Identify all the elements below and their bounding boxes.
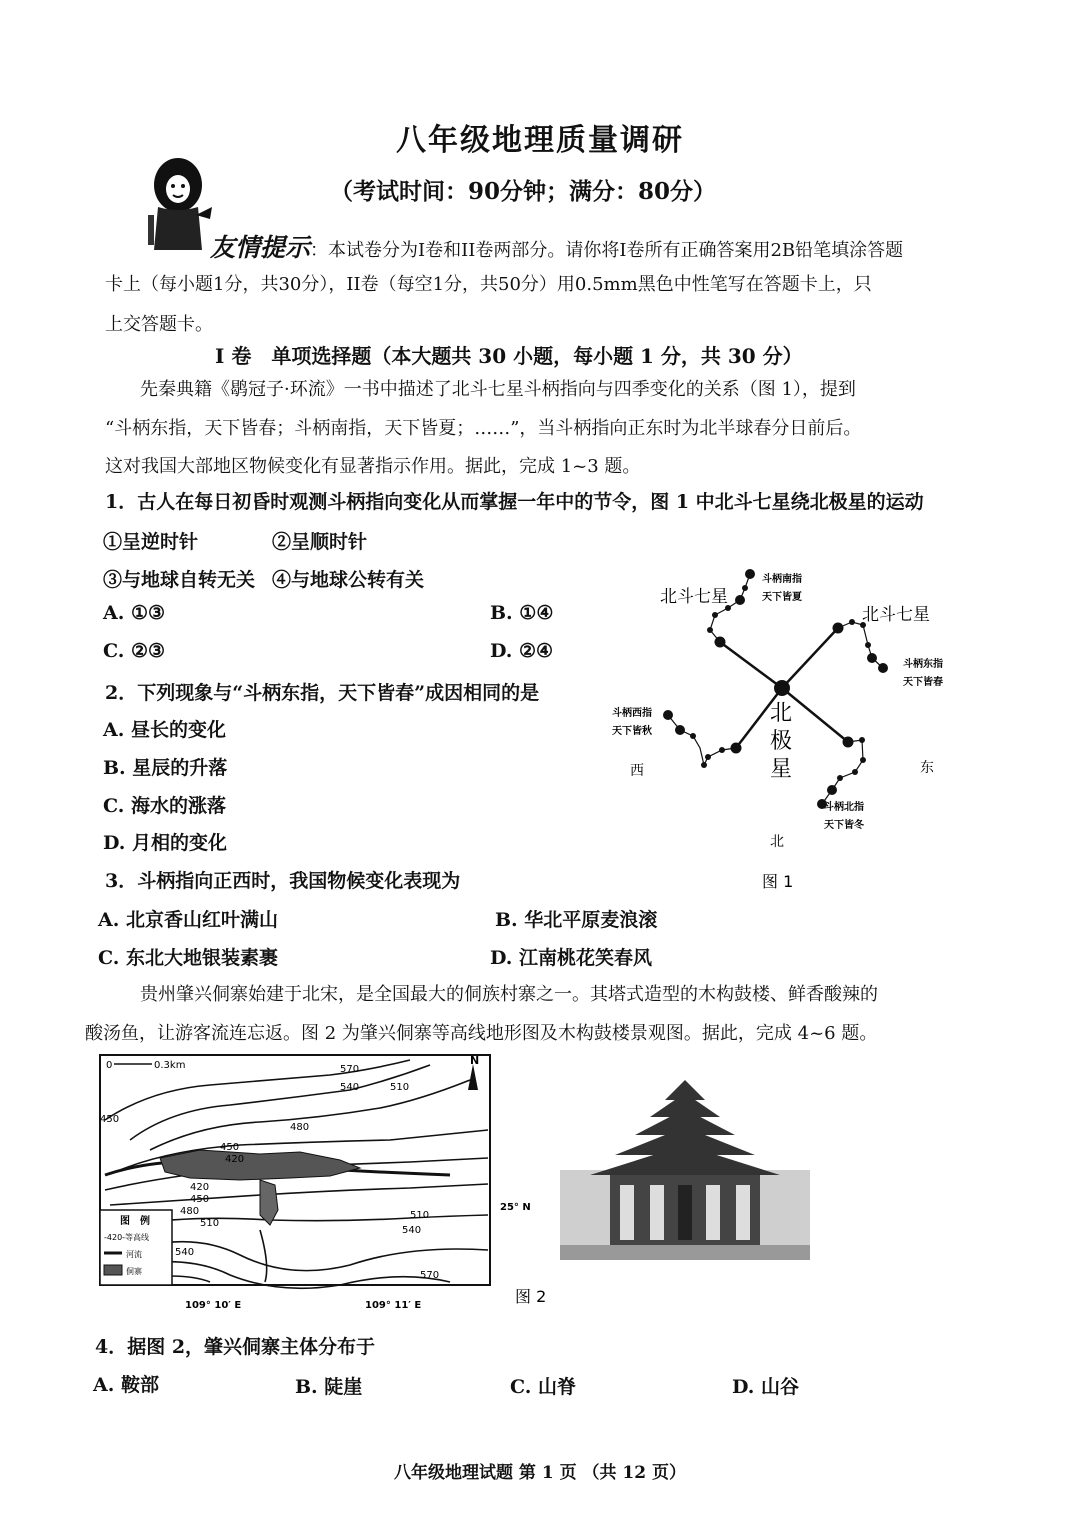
q1-statement-4: ④与地球公转有关 bbox=[272, 569, 425, 591]
q1-statement-1: ①呈逆时针 bbox=[103, 531, 199, 553]
figure-1-caption: 图 1 bbox=[762, 872, 794, 891]
label-polaris-2: 极 bbox=[770, 729, 793, 754]
contour-label-450c: 450 bbox=[190, 1194, 210, 1205]
label-south-2: 天下皆夏 bbox=[762, 592, 802, 603]
label-polaris-3: 星 bbox=[770, 757, 793, 782]
longitude-label-2: 109° 11′ E bbox=[365, 1300, 422, 1311]
q1-statement-2: ②呈顺时针 bbox=[272, 531, 368, 553]
page-footer: 八年级地理试题 第 1 页 （共 12 页） bbox=[394, 1463, 686, 1483]
contour-label-540c: 540 bbox=[402, 1225, 422, 1236]
q3-option-c[interactable]: C. 东北大地银装素裹 bbox=[98, 947, 279, 969]
exam-info: （考试时间：90分钟；满分：80分） bbox=[330, 178, 717, 205]
north-arrow-label: N bbox=[470, 1054, 480, 1067]
q2-option-d[interactable]: D. 月相的变化 bbox=[103, 832, 228, 854]
label-north-2: 天下皆冬 bbox=[824, 820, 864, 831]
label-north-1: 斗柄北指 bbox=[824, 802, 864, 813]
contour-label-510a: 510 bbox=[390, 1082, 410, 1093]
q3-option-d[interactable]: D. 江南桃花笑春风 bbox=[490, 947, 653, 969]
passage2-line-1: 贵州肇兴侗寨始建于北宋，是全国最大的侗族村寨之一。其塔式造型的木构鼓楼、鲜香酸辣的 bbox=[140, 984, 878, 1005]
contour-label-480b: 480 bbox=[180, 1206, 200, 1217]
label-east-1: 斗柄东指 bbox=[903, 659, 943, 670]
longitude-label-1: 109° 10′ E bbox=[185, 1300, 242, 1311]
q2-option-c[interactable]: C. 海水的涨落 bbox=[103, 795, 227, 817]
scale-zero: 0 bbox=[106, 1060, 113, 1071]
contour-label-570a: 570 bbox=[340, 1064, 360, 1075]
q1-option-c[interactable]: C. ②③ bbox=[103, 640, 166, 662]
q3-option-b[interactable]: B. 华北平原麦浪滚 bbox=[495, 909, 658, 931]
figure-2-caption: 图 2 bbox=[515, 1287, 547, 1306]
passage1-line-2: “斗柄东指，天下皆春；斗柄南指，天下皆夏；……”，当斗柄指向正东时为北半球春分日前后。 bbox=[105, 418, 862, 439]
q1-statement-3: ③与地球自转无关 bbox=[103, 569, 256, 591]
legend-contour: -420-等高线 bbox=[104, 1233, 150, 1242]
mascot-illustration bbox=[140, 155, 215, 255]
section-title: I 卷 单项选择题（本大题共 30 小题，每小题 1 分，共 30 分） bbox=[215, 344, 803, 368]
legend-title: 图 例 bbox=[120, 1216, 150, 1227]
contour-label-510c: 510 bbox=[410, 1210, 430, 1221]
contour-label-480a: 480 bbox=[290, 1122, 310, 1133]
figure-2-contour-map bbox=[90, 1050, 550, 1320]
legend-river: 河流 bbox=[126, 1250, 142, 1259]
page-title: 八年级地理质量调研 bbox=[396, 123, 684, 158]
map-legend bbox=[100, 1210, 172, 1285]
q2-option-b[interactable]: B. 星辰的升落 bbox=[103, 757, 228, 779]
passage1-line-1: 先秦典籍《鹖冠子·环流》一书中描述了北斗七星斗柄指向与四季变化的关系（图 1），提到 bbox=[140, 379, 856, 400]
contour-label-420b: 420 bbox=[190, 1182, 210, 1193]
q4-option-b[interactable]: B. 陡崖 bbox=[295, 1376, 363, 1398]
contour-label-420a: 420 bbox=[225, 1154, 245, 1165]
direction-east: 东 bbox=[920, 760, 934, 776]
q4-option-c[interactable]: C. 山脊 bbox=[510, 1376, 577, 1398]
label-west-2: 天下皆秋 bbox=[612, 726, 652, 737]
label-big-dipper-1: 北斗七星 bbox=[660, 587, 728, 607]
legend-village: 侗寨 bbox=[126, 1267, 142, 1276]
q1-option-a[interactable]: A. ①③ bbox=[103, 602, 166, 624]
q1-stem: 1．古人在每日初昏时观测斗柄指向变化从而掌握一年中的节令，图 1 中北斗七星绕北极星的运动 bbox=[105, 491, 924, 513]
tips-line-3: 上交答题卡。 bbox=[105, 314, 213, 335]
tips-heading: 友情提示 bbox=[210, 233, 311, 262]
q4-stem: 4．据图 2，肇兴侗寨主体分布于 bbox=[95, 1336, 376, 1358]
q4-option-a[interactable]: A. 鞍部 bbox=[93, 1374, 159, 1396]
label-west-1: 斗柄西指 bbox=[612, 708, 652, 719]
q3-option-a[interactable]: A. 北京香山红叶满山 bbox=[98, 909, 278, 931]
label-polaris-1: 北 bbox=[770, 701, 793, 726]
passage1-line-3: 这对我国大部地区物候变化有显著指示作用。据此，完成 1~3 题。 bbox=[105, 456, 641, 477]
label-east-2: 天下皆春 bbox=[903, 677, 943, 688]
direction-west: 西 bbox=[630, 763, 644, 779]
q3-stem: 3．斗柄指向正西时，我国物候变化表现为 bbox=[105, 870, 461, 892]
tips-line-2: 卡上（每小题1分，共30分），II卷（每空1分，共50分）用0.5mm黑色中性笔写在答题卡上，只 bbox=[105, 274, 872, 295]
q1-option-d[interactable]: D. ②④ bbox=[490, 640, 554, 662]
latitude-label: 25° N bbox=[500, 1202, 531, 1213]
contour-label-450a: 450 bbox=[100, 1114, 120, 1125]
label-big-dipper-2: 北斗七星 bbox=[862, 605, 930, 625]
q1-option-b[interactable]: B. ①④ bbox=[490, 602, 554, 624]
scale-km: 0.3km bbox=[154, 1060, 186, 1071]
contour-label-540b: 540 bbox=[175, 1247, 195, 1258]
tips-line-1 bbox=[210, 228, 903, 264]
passage2-line-2: 酸汤鱼，让游客流连忘返。图 2 为肇兴侗寨等高线地形图及木构鼓楼景观图。据此，完成 4~6 题。 bbox=[85, 1023, 878, 1044]
contour-label-510b: 510 bbox=[200, 1218, 220, 1229]
label-south-1: 斗柄南指 bbox=[762, 574, 802, 585]
q2-option-a[interactable]: A. 昼长的变化 bbox=[103, 719, 226, 741]
drum-tower-photo bbox=[560, 1075, 810, 1260]
q2-stem: 2．下列现象与“斗柄东指，天下皆春”成因相同的是 bbox=[105, 682, 540, 704]
direction-north: 北 bbox=[770, 834, 784, 850]
polaris-point bbox=[774, 680, 790, 696]
contour-label-450b: 450 bbox=[220, 1142, 240, 1153]
contour-label-570b: 570 bbox=[420, 1270, 440, 1281]
q4-option-d[interactable]: D. 山谷 bbox=[732, 1376, 800, 1398]
figure-1-big-dipper-diagram bbox=[600, 560, 960, 900]
contour-label-540a: 540 bbox=[340, 1082, 360, 1093]
tips-text-1: ：本试卷分为I卷和II卷两部分。请你将I卷所有正确答案用2B铅笔填涂答题 bbox=[310, 240, 904, 261]
